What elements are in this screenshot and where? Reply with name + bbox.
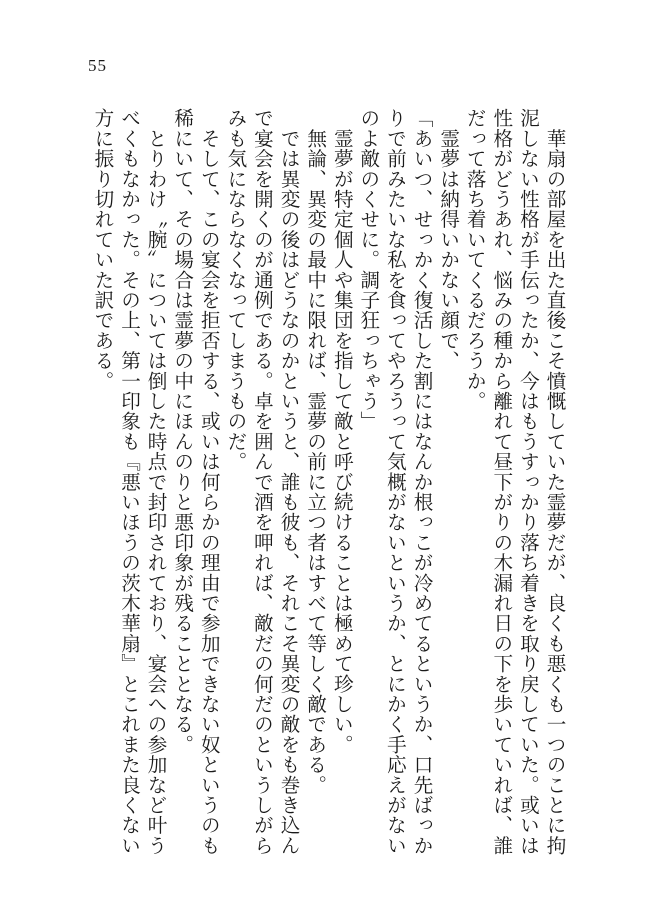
text-line: 霊夢が特定個人や集団を指して敵と呼び続けることは極めて珍しい。 (330, 108, 354, 755)
text-line: では異変の後はどうなのかというと、誰も彼も、それこそ異変の敵をも巻き込ん (277, 108, 301, 856)
text-line: 「あいつ、せっかく復活した割にはなんか根っこが冷めてるというか、口先ばっか (410, 108, 434, 856)
text-line: 無論、異変の最中に限れば、霊夢の前に立つ者はすべて等しく敵である。 (303, 108, 327, 795)
text-line: みも気にならなくなってしまうものだ。 (223, 108, 247, 472)
vertical-text-block (88, 108, 567, 856)
text-line: とりわけ〝腕〟については倒した時点で封印されており、宴会への参加など叶う (144, 108, 168, 856)
text-line: そして、この宴会を拒否する、或いは何らかの理由で参加できない奴というのも (197, 108, 221, 856)
text-line: のよ敵のくせに。調子狂っちゃう」 (356, 108, 380, 432)
text-line: 華扇の部屋を出た直後こそ憤慨していた霊夢だが、良くも悪くも一つのことに拘 (543, 108, 566, 856)
text-line: りで前みたいな私を食ってやろうって気概がないというか、とにかく手応えがない (383, 108, 407, 856)
text-line: だって落ち着いてくるだろうか。 (463, 108, 487, 411)
text-line: 泥しない性格が手伝ったか、今はもうすっかり落ち着きを取り戻していた。或いは (516, 108, 540, 856)
text-line: べくもなかった。その上、第一印象も『悪いほうの茨木華扇』とこれまた良くない (117, 108, 141, 856)
text-line: 方に振り切れていた訳である。 (90, 108, 114, 391)
text-line: 性格がどうあれ、悩みの種から離れて昼下がりの木漏れ日の下を歩いていれば、誰 (489, 108, 513, 856)
text-line: 稀にいて、その場合は霊夢の中にほんのりと悪印象が残ることとなる。 (170, 108, 194, 755)
page-number: 55 (88, 56, 107, 75)
text-line: で宴会を開くのが通例である。卓を囲んで酒を呷れば、敵だの何だのというしがら (250, 108, 274, 856)
text-line: 霊夢は納得いかない顔で、 (436, 108, 460, 371)
